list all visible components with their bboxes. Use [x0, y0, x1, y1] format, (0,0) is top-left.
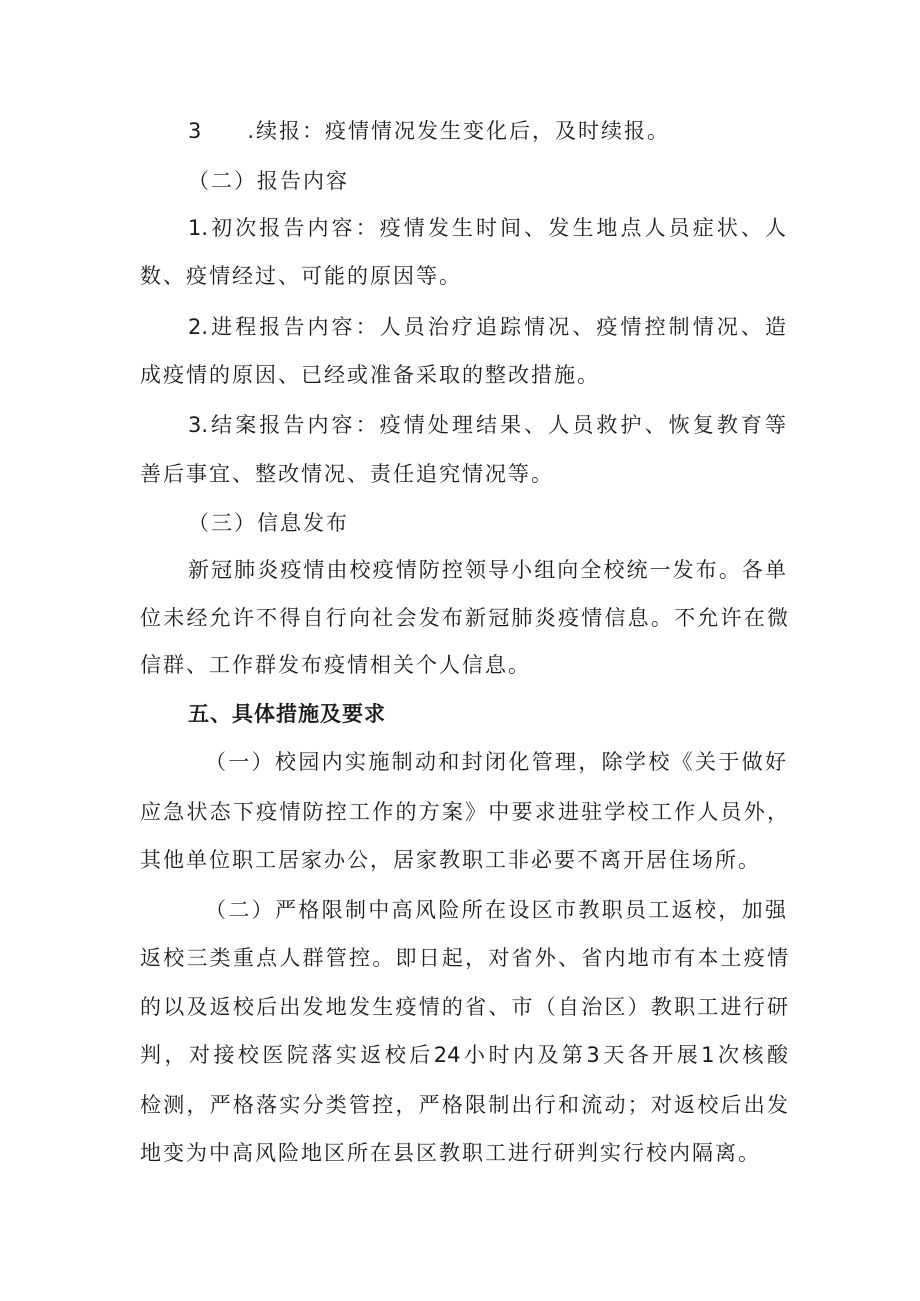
section-heading: 五、具体措施及要求: [188, 702, 386, 726]
paragraph-line: 成疫情的原因、已经或准备采取的整改措施。: [140, 363, 600, 387]
paragraph-line: 3.结案报告内容：疫情处理结果、人员救护、恢复教育等: [188, 413, 786, 437]
paragraph-line: 判，对接校医院落实返校后24小时内及第3天各开展1次核酸: [140, 1043, 788, 1067]
paragraph-line: 信群、工作群发布疫情相关个人信息。: [140, 653, 531, 677]
paragraph-line: 1.初次报告内容：疫情发生时间、发生地点人员症状、人: [188, 216, 786, 240]
paragraph-line: （二）严格限制中高风险所在设区市教职员工返校，加强: [205, 898, 786, 922]
paragraph-line: 的以及返校后出发地发生疫情的省、市（自治区）教职工进行研: [140, 995, 788, 1019]
line-text: .续报：疫情情况发生变化后，及时续报。: [247, 119, 671, 143]
subheading-report-content: （二）报告内容: [188, 169, 349, 193]
subheading-info-release: （三）信息发布: [188, 511, 349, 535]
paragraph-line: 其他单位职工居家办公，居家教职工非必要不离开居住场所。: [140, 848, 761, 872]
list-number: 3: [188, 119, 204, 143]
paragraph-line: 应急状态下疫情防控工作的方案》中要求进驻学校工作人员外，: [140, 800, 788, 824]
paragraph-line: 新冠肺炎疫情由校疫情防控领导小组向全校统一发布。各单: [188, 558, 786, 582]
paragraph-line: [188, 116, 670, 146]
paragraph-line: 善后事宜、整改情况、责任追究情况等。: [140, 462, 554, 486]
paragraph-line: 2.进程报告内容：人员治疗追踪情况、疫情控制情况、造: [188, 315, 786, 339]
paragraph-line: 返校三类重点人群管控。即日起，对省外、省内地市有本土疫情: [140, 946, 788, 970]
paragraph-line: 位未经允许不得自行向社会发布新冠肺炎疫情信息。不允许在微: [140, 606, 788, 630]
paragraph-line: （一）校园内实施制动和封闭化管理，除学校《关于做好: [205, 750, 786, 774]
paragraph-line: 地变为中高风险地区所在县区教职工进行研判实行校内隔离。: [140, 1141, 761, 1165]
paragraph-line: 检测，严格落实分类管控，严格限制出行和流动；对返校后出发: [140, 1093, 788, 1117]
paragraph-line: 数、疫情经过、可能的原因等。: [140, 264, 462, 288]
